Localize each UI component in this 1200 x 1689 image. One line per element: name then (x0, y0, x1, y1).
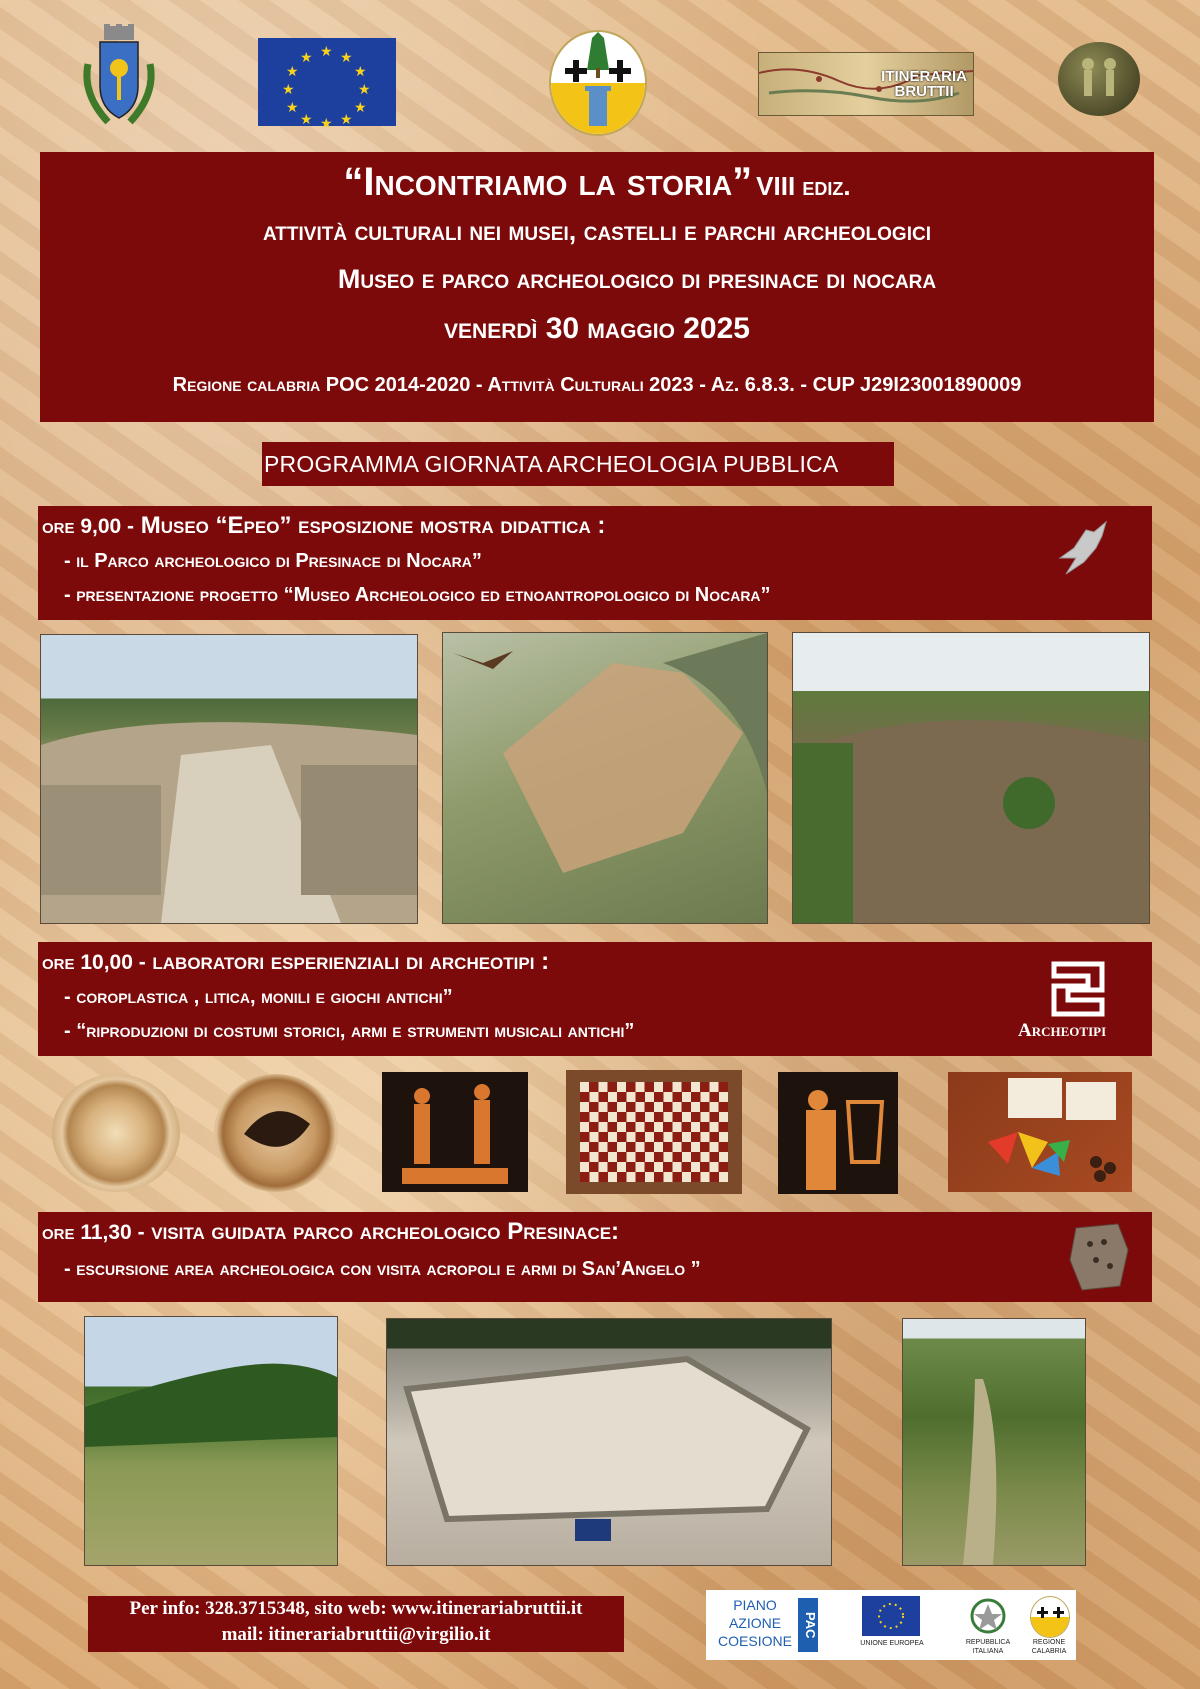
eagle-icon (1056, 518, 1116, 580)
event-title: “Incontriamo la storia” (343, 160, 753, 204)
header-line-1: attività culturali nei musei, castelli e parchi archeologici (263, 216, 931, 246)
itineraria-bruttii-logo (758, 52, 974, 116)
map-logo-text-2: BRUTTII (894, 83, 954, 100)
italy-caption (954, 1638, 1022, 1656)
excavated-foundation-photo (386, 1318, 832, 1566)
presinace-hill-photo (84, 1316, 338, 1566)
excavation-hill-photo (792, 632, 1150, 924)
event-header (40, 152, 1154, 422)
greek-vase-archers-art (382, 1072, 528, 1192)
section-1130-item-1: - escursione area archeologica con visita acropoli e armi di San’Angelo ” (64, 1258, 701, 1280)
section-1130 (38, 1212, 1152, 1302)
ancient-board-game (566, 1070, 742, 1194)
italy-caption-2: ITALIANA (972, 1648, 1004, 1655)
header-line-2: Museo e parco archeologico di presinace di nocara (337, 264, 937, 294)
section-0900 (38, 506, 1152, 620)
contact-phone-web: Per info: 328.3715348, sito web: www.itinerariabruttii.it (129, 1598, 583, 1619)
contact-email: mail: itinerariabruttii@virgilio.it (221, 1624, 491, 1645)
program-title: PROGRAMMA GIORNATA ARCHEOLOGIA PUBBLICA (262, 442, 894, 486)
calabria-small-emblem (1030, 1596, 1070, 1638)
archeotipi-logo-icon (1050, 960, 1106, 1018)
section-1000-title: laboratori esperienziali di archeotipi : (152, 948, 550, 975)
map-logo-text-1: ITINERARIA (881, 68, 967, 85)
section-1000 (38, 942, 1152, 1056)
section-0900-time: ore 9,00 - (42, 515, 135, 538)
section-0900-item-2: - presentazione progetto “Museo Archeologico ed etnoantropologico di Nocara” (64, 584, 771, 606)
calabria-caption-2: CALABRIA (1031, 1648, 1067, 1655)
italian-republic-emblem (968, 1596, 1008, 1636)
greek-vase-lyre-art (778, 1072, 898, 1194)
pac-line-1: PIANO (733, 1597, 777, 1613)
section-1000-item-1: - coroplastica , litica, monili e giochi antichi” (64, 986, 453, 1008)
section-1130-title: visita guidata parco archeologico Presinace: (151, 1218, 620, 1245)
tangram-puzzle-game (948, 1072, 1132, 1192)
decorated-plate-1 (52, 1074, 180, 1192)
archaeological-path-photo (902, 1318, 1086, 1566)
game-board-grid (580, 1082, 728, 1182)
bronze-fragment-icon (1066, 1220, 1132, 1292)
section-1130-time: ore 11,30 - (42, 1221, 145, 1244)
pac-badge: PAC (798, 1598, 818, 1652)
regione-calabria-emblem (549, 30, 647, 136)
italy-caption-1: REPUBBLICA (965, 1639, 1011, 1646)
section-0900-item-1: - il Parco archeologico di Presinace di Nocara” (64, 550, 482, 572)
eu-small-flag (862, 1596, 920, 1636)
ruins-wall-photo (40, 634, 418, 924)
section-0900-title: Museo “Epeo” esposizione mostra didattica : (140, 512, 606, 539)
archeotipi-brand: Archeotipi (1018, 1020, 1107, 1041)
calabria-caption (1020, 1638, 1078, 1656)
funding-line: Regione calabria POC 2014-2020 - Attività Culturali 2023 - Az. 6.8.3. - CUP J29I23001890009 (172, 374, 1022, 396)
pac-line-2: AZIONE (728, 1615, 782, 1631)
calabria-caption-1: REGIONE (1032, 1639, 1066, 1646)
eu-flag: ★ ★ ★ ★ ★ ★ ★ ★ ★ ★ ★ ★ (258, 38, 396, 126)
funding-logos-strip (706, 1590, 1076, 1660)
decorated-plate-2 (214, 1074, 338, 1192)
acropolis-reconstruction-illustration (442, 632, 768, 924)
event-date: venerdì 30 maggio 2025 (444, 312, 750, 345)
eu-caption: UNIONE EUROPEA (860, 1640, 924, 1647)
pac-logo-text (712, 1596, 798, 1650)
section-1000-item-2: - “riproduzioni di costumi storici, armi e strumenti musicali antichi” (64, 1020, 635, 1042)
contact-info (88, 1596, 624, 1652)
edition-label: VIII ediz. (756, 171, 851, 201)
pac-line-3: COESIONE (718, 1633, 792, 1649)
section-1000-time: ore 10,00 - (42, 951, 146, 974)
ancient-coin-logo (1058, 42, 1140, 116)
nocara-coat-of-arms (78, 24, 160, 132)
